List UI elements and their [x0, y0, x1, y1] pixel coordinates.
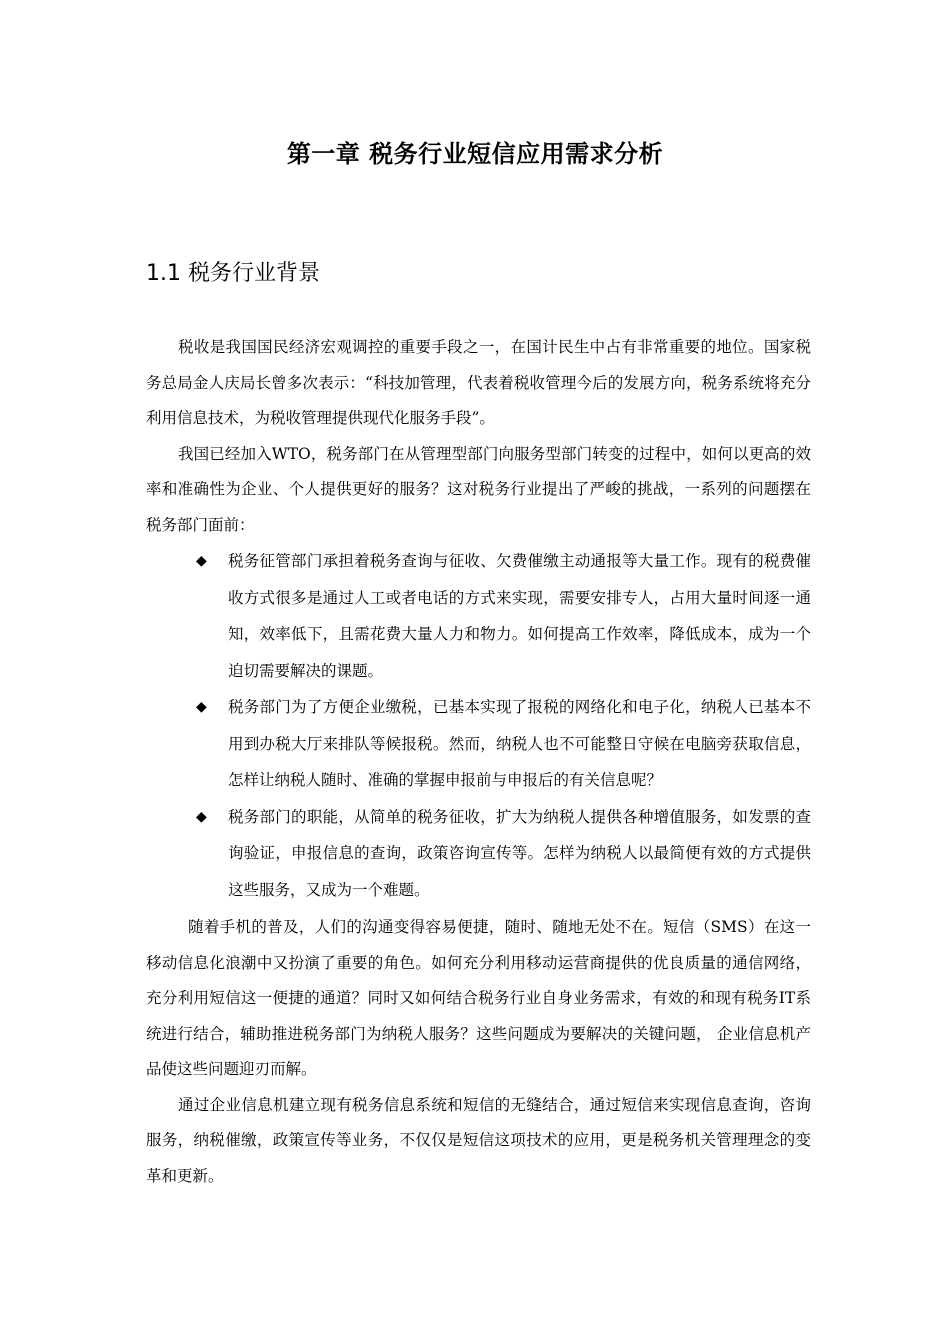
chapter-title: 第一章 税务行业短信应用需求分析 — [286, 140, 664, 168]
diamond-bullet-icon: ◆ — [196, 808, 207, 825]
list-item-text: 税务部门的职能，从简单的税务征收，扩大为纳税人提供各种增值服务，如发票的查询验证，申报信息的查询，政策咨询宣传等。怎样为纳税人以最简便有效的方式提供这些服务，又成为一个难题。 — [228, 807, 811, 899]
closing-paragraphs — [146, 910, 811, 1194]
paragraph: 随着手机的普及，人们的沟通变得容易便捷，随时、随地无处不在。短信（SMS）在这一移动信息化浪潮中又扮演了重要的角色。如何充分利用移动运营商提供的优良质量的通信网络，充分利用短信这一便捷的通道？同时又如何结合税务行业自身业务需求，有效的和现有税务IT系统进行结合，辅助推进税务部门为纳税人服务？这些问题成为要解决的关键问题， 企业信息机产品使这些问题迎刃而解。 — [146, 918, 811, 1078]
list-item — [146, 689, 811, 799]
list-item — [146, 799, 811, 909]
list-item — [146, 543, 811, 689]
paragraph: 税收是我国国民经济宏观调控的重要手段之一，在国计民生中占有非常重要的地位。国家税务总局金人庆局长曾多次表示：“科技加管理，代表着税收管理今后的发展方向，税务系统将充分利用信息技术，为税收管理提供现代化服务手段”。 — [146, 338, 811, 427]
paragraph: 通过企业信息机建立现有税务信息系统和短信的无缝结合，通过短信来实现信息查询，咨询服务，纳税催缴，政策宣传等业务，不仅仅是短信这项技术的应用，更是税务机关管理理念的变革和更新。 — [146, 1095, 811, 1185]
list-item-text: 税务征管部门承担着税务查询与征收、欠费催缴主动通报等大量工作。现有的税费催收方式很多是通过人工或者电话的方式来实现，需要安排专人，占用大量时间逐一通知，效率低下，且需花费大量人力和物力。如何提高工作效率，降低成本，成为一个迫切需要解决的课题。 — [228, 552, 811, 680]
list-item-text: 税务部门为了方便企业缴税，已基本实现了报税的网络化和电子化，纳税人已基本不用到办税大厅来排队等候报税。然而，纳税人也不可能整日守候在电脑旁获取信息，怎样让纳税人随时、准确的掌握申报前与申报后的有关信息呢？ — [228, 698, 811, 789]
section-title: 1.1 税务行业背景 — [146, 261, 320, 286]
diamond-bullet-icon: ◆ — [196, 699, 207, 715]
section-body — [146, 330, 811, 1194]
paragraph: 我国已经加入WTO，税务部门在从管理型部门向服务型部门转变的过程中，如何以更高的效率和准确性为企业、个人提供更好的服务？这对税务行业提出了严峻的挑战，一系列的问题摆在税务部门面前： — [146, 444, 811, 534]
challenge-list — [146, 543, 811, 908]
diamond-bullet-icon: ◆ — [196, 553, 207, 569]
